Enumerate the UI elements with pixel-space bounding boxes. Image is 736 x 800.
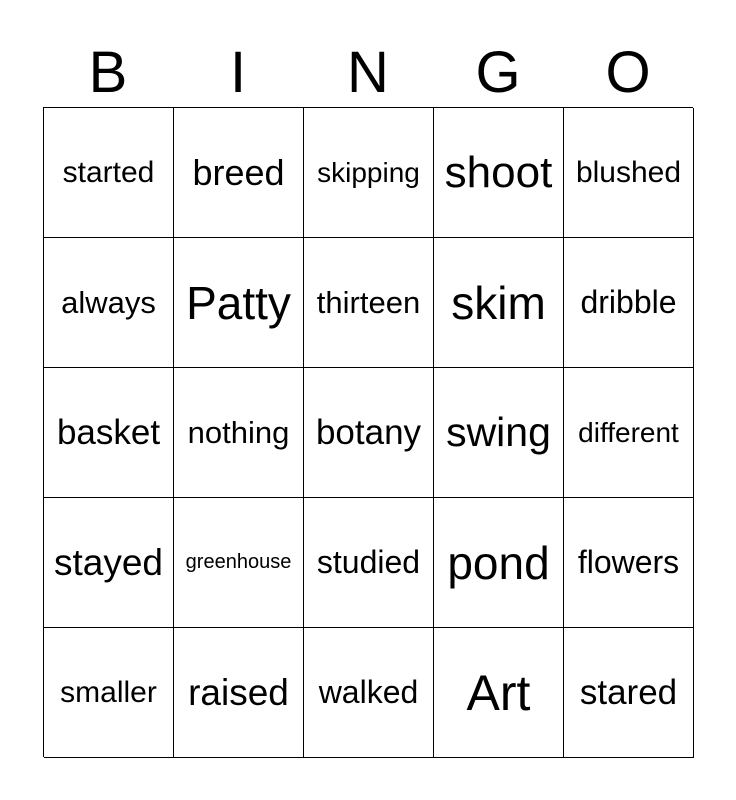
header-letter-g: G <box>475 40 521 105</box>
bingo-cell[interactable]: stared <box>564 628 694 758</box>
bingo-cell[interactable]: always <box>44 238 174 368</box>
bingo-cell[interactable]: studied <box>304 498 434 628</box>
bingo-cell[interactable]: flowers <box>564 498 694 628</box>
bingo-cell[interactable]: started <box>44 108 174 238</box>
bingo-cell[interactable]: raised <box>174 628 304 758</box>
bingo-cell[interactable]: nothing <box>174 368 304 498</box>
header-letter-i: I <box>229 40 247 105</box>
bingo-cell[interactable]: thirteen <box>304 238 434 368</box>
bingo-cell[interactable]: smaller <box>44 628 174 758</box>
bingo-cell[interactable]: walked <box>304 628 434 758</box>
bingo-cell[interactable]: skipping <box>304 108 434 238</box>
bingo-cell[interactable]: greenhouse <box>174 498 304 628</box>
bingo-header <box>43 38 693 108</box>
bingo-cell[interactable]: breed <box>174 108 304 238</box>
header-letter-n: N <box>347 40 389 105</box>
header-letter-b: B <box>88 40 128 105</box>
bingo-cell[interactable]: swing <box>434 368 564 498</box>
bingo-cell[interactable]: Patty <box>174 238 304 368</box>
bingo-cell[interactable]: Art <box>434 628 564 758</box>
bingo-cell[interactable]: botany <box>304 368 434 498</box>
bingo-cell[interactable]: different <box>564 368 694 498</box>
bingo-cell[interactable]: blushed <box>564 108 694 238</box>
header-letter-o: O <box>605 40 651 105</box>
bingo-cell[interactable]: basket <box>44 368 174 498</box>
bingo-board <box>43 107 693 757</box>
bingo-cell[interactable]: stayed <box>44 498 174 628</box>
bingo-cell[interactable]: shoot <box>434 108 564 238</box>
bingo-cell[interactable]: skim <box>434 238 564 368</box>
bingo-cell[interactable]: pond <box>434 498 564 628</box>
bingo-cell[interactable]: dribble <box>564 238 694 368</box>
